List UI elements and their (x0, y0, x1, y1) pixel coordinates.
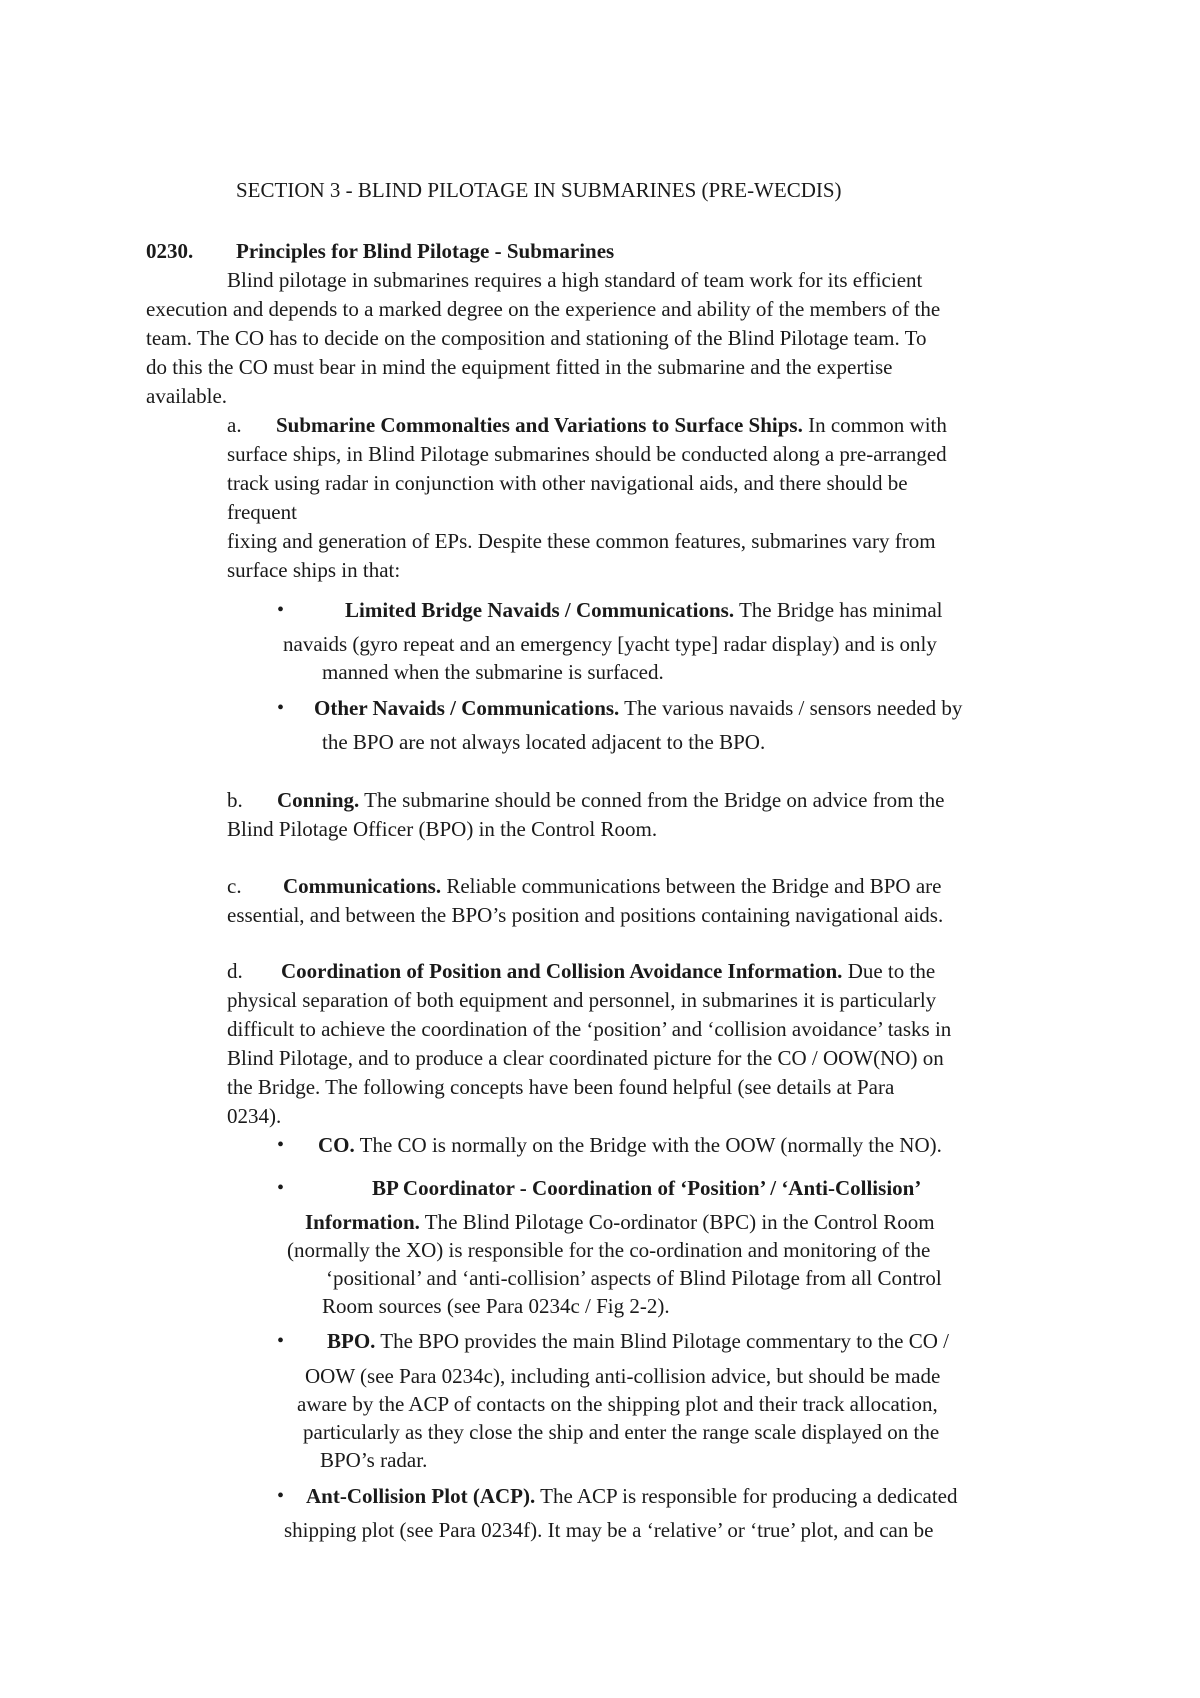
bullet-first-line (327, 1327, 949, 1355)
item-heading: Conning. (277, 788, 360, 812)
bullet-line: Room sources (see Para 0234c / Fig 2-2). (322, 1294, 670, 1318)
bullet-line: (normally the XO) is responsible for the co-ordination and monitoring of the (287, 1238, 931, 1262)
bullet-icon: • (277, 1330, 285, 1352)
bullet-text: The various navaids / sensors needed by (619, 696, 963, 720)
bullet-line: navaids (gyro repeat and an emergency [yacht type] radar display) and is only (283, 632, 937, 656)
para-0230-line: available. (146, 384, 228, 408)
item-heading: Submarine Commonalties and Variations to Surface Ships. (276, 413, 803, 437)
bullet-first-line (306, 1482, 958, 1510)
item-text: Due to the (842, 959, 936, 983)
bullet-icon: • (277, 1134, 285, 1156)
bullet-text: The Bridge has minimal (734, 598, 943, 622)
para-0230-heading (146, 237, 615, 265)
bullet-first-line (305, 1208, 935, 1236)
bullet-heading: Ant-Collision Plot (ACP). (306, 1484, 536, 1508)
item-text: Reliable communications between the Bridge and BPO are (441, 874, 942, 898)
item-a-line: track using radar in conjunction with other navigational aids, and there should be (227, 471, 908, 495)
item-a-first-line (227, 411, 947, 439)
bullet-line: OOW (see Para 0234c), including anti-collision advice, but should be made (305, 1364, 941, 1388)
bullet-heading-line (372, 1174, 921, 1202)
para-heading: Principles for Blind Pilotage - Submarines (236, 239, 615, 263)
item-b-first-line (227, 786, 945, 814)
item-d-line: the Bridge. The following concepts have been found helpful (see details at Para (227, 1075, 895, 1099)
bullet-icon: • (277, 599, 285, 621)
item-a-line: fixing and generation of EPs. Despite these common features, submarines vary from (227, 529, 936, 553)
bullet-text: The CO is normally on the Bridge with the OOW (normally the NO). (354, 1133, 942, 1157)
bullet-heading: CO. (318, 1133, 355, 1157)
item-d-first-line (227, 957, 936, 985)
para-0230-line: Blind pilotage in submarines requires a high standard of team work for its efficient (227, 268, 923, 292)
bullet-line: manned when the submarine is surfaced. (322, 660, 664, 684)
bullet-heading: BPO. (327, 1329, 376, 1353)
para-0230-line: execution and depends to a marked degree on the experience and ability of the members of the (146, 297, 941, 321)
item-d-line: difficult to achieve the coordination of the ‘position’ and ‘collision avoidance’ tasks in (227, 1017, 952, 1041)
item-a-line: surface ships, in Blind Pilotage submarines should be conducted along a pre-arranged (227, 442, 947, 466)
item-d-line: Blind Pilotage, and to produce a clear coordinated picture for the CO / OOW(NO) on (227, 1046, 944, 1070)
bullet-line: BPO’s radar. (320, 1448, 428, 1472)
bullet-text: The BPO provides the main Blind Pilotage commentary to the CO / (375, 1329, 949, 1353)
item-letter: c. (227, 874, 242, 898)
bullet-first-line (318, 1131, 942, 1159)
item-d-line: physical separation of both equipment and personnel, in submarines it is particularly (227, 988, 937, 1012)
bullet-icon: • (277, 1485, 285, 1507)
para-number: 0230. (146, 239, 194, 263)
item-a-line: surface ships in that: (227, 558, 401, 582)
item-letter: d. (227, 959, 243, 983)
bullet-text: The ACP is responsible for producing a dedicated (535, 1484, 958, 1508)
bullet-heading: Other Navaids / Communications. (314, 696, 620, 720)
section-title: SECTION 3 - BLIND PILOTAGE IN SUBMARINES (PRE-WECDIS) (236, 178, 842, 202)
bullet-icon: • (277, 697, 285, 719)
item-text: In common with (802, 413, 947, 437)
bullet-text: The Blind Pilotage Co-ordinator (BPC) in the Control Room (419, 1210, 935, 1234)
bullet-line: the BPO are not always located adjacent to the BPO. (322, 730, 766, 754)
item-letter: a. (227, 413, 242, 437)
item-b-line: Blind Pilotage Officer (BPO) in the Control Room. (227, 817, 658, 841)
item-heading: Communications. (283, 874, 442, 898)
bullet-heading: Limited Bridge Navaids / Communications. (345, 598, 735, 622)
item-a-line: frequent (227, 500, 297, 524)
bullet-line: shipping plot (see Para 0234f). It may be a ‘relative’ or ‘true’ plot, and can be (284, 1518, 934, 1542)
bullet-line: aware by the ACP of contacts on the shipping plot and their track allocation, (297, 1392, 938, 1416)
bullet-line: particularly as they close the ship and enter the range scale displayed on the (303, 1420, 940, 1444)
bullet-line: ‘positional’ and ‘anti-collision’ aspects of Blind Pilotage from all Control (326, 1266, 942, 1290)
item-c-first-line (227, 872, 942, 900)
bullet-heading-cont: Information. (305, 1210, 420, 1234)
item-heading: Coordination of Position and Collision Avoidance Information. (281, 959, 843, 983)
item-c-line: essential, and between the BPO’s position and positions containing navigational aids. (227, 903, 944, 927)
bullet-first-line (345, 596, 943, 624)
para-0230-line: team. The CO has to decide on the composition and stationing of the Blind Pilotage team. To (146, 326, 927, 350)
para-0230-line: do this the CO must bear in mind the equipment fitted in the submarine and the expertise (146, 355, 893, 379)
item-letter: b. (227, 788, 243, 812)
bullet-icon: • (277, 1177, 285, 1199)
bullet-heading: BP Coordinator - Coordination of ‘Position’ / ‘Anti-Collision’ (372, 1176, 922, 1200)
item-text: The submarine should be conned from the Bridge on advice from the (359, 788, 945, 812)
bullet-first-line (314, 694, 962, 722)
item-d-line: 0234). (227, 1104, 282, 1128)
